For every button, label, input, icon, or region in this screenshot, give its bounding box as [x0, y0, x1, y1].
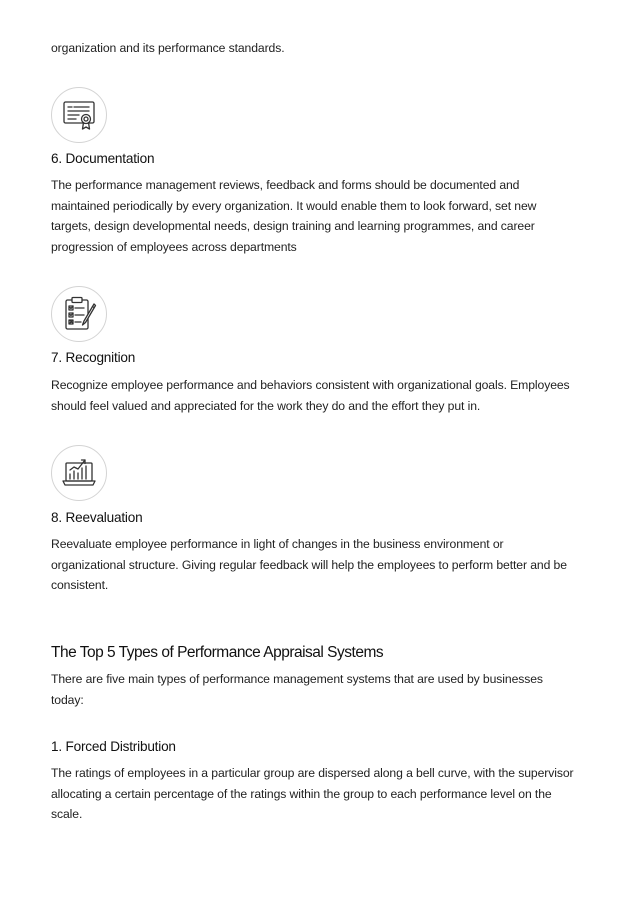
certificate-icon: [51, 87, 107, 143]
documentation-text-line: progression of employees across departments: [51, 239, 297, 254]
forced-distribution-text-line: allocating a certain percentage of the ratings within the group to each performance level on the: [51, 786, 552, 801]
reevaluation-heading: 8. Reevaluation: [51, 510, 143, 525]
section-intro-line: today:: [51, 692, 84, 707]
laptop-growth-chart-icon: [51, 445, 107, 501]
section-intro-line: There are five main types of performance management systems that are used by businesses: [51, 672, 543, 686]
forced-distribution-text-line: The ratings of employees in a particular group are dispersed along a bell curve, with the supervisor: [51, 766, 574, 780]
forced-distribution-heading: 1. Forced Distribution: [51, 739, 176, 754]
intro-tail-text: organization and its performance standards.: [51, 41, 285, 55]
recognition-heading: 7. Recognition: [51, 350, 136, 365]
checklist-clipboard-icon: [51, 286, 107, 342]
documentation-heading: 6. Documentation: [51, 151, 155, 166]
reevaluation-text-line: organizational structure. Giving regular feedback will help the employees to perform better and be: [51, 557, 567, 572]
section-title: The Top 5 Types of Performance Appraisal Systems: [51, 644, 384, 661]
reevaluation-text-line: Reevaluate employee performance in light of changes in the business environment or: [51, 537, 504, 551]
recognition-text-line: Recognize employee performance and behaviors consistent with organizational goals. Employees: [51, 378, 570, 392]
forced-distribution-text-line: scale.: [51, 807, 83, 821]
reevaluation-text-line: consistent.: [51, 578, 109, 592]
documentation-text-line: targets, design developmental needs, design training and learning programmes, and career: [51, 219, 535, 233]
documentation-text-line: The performance management reviews, feedback and forms should be documented and: [51, 178, 520, 192]
recognition-text-line: should feel valued and appreciated for the work they do and the effort they put in.: [51, 398, 481, 413]
documentation-text-line: maintained periodically by every organization. It would enable them to look forward, set new: [51, 198, 537, 213]
